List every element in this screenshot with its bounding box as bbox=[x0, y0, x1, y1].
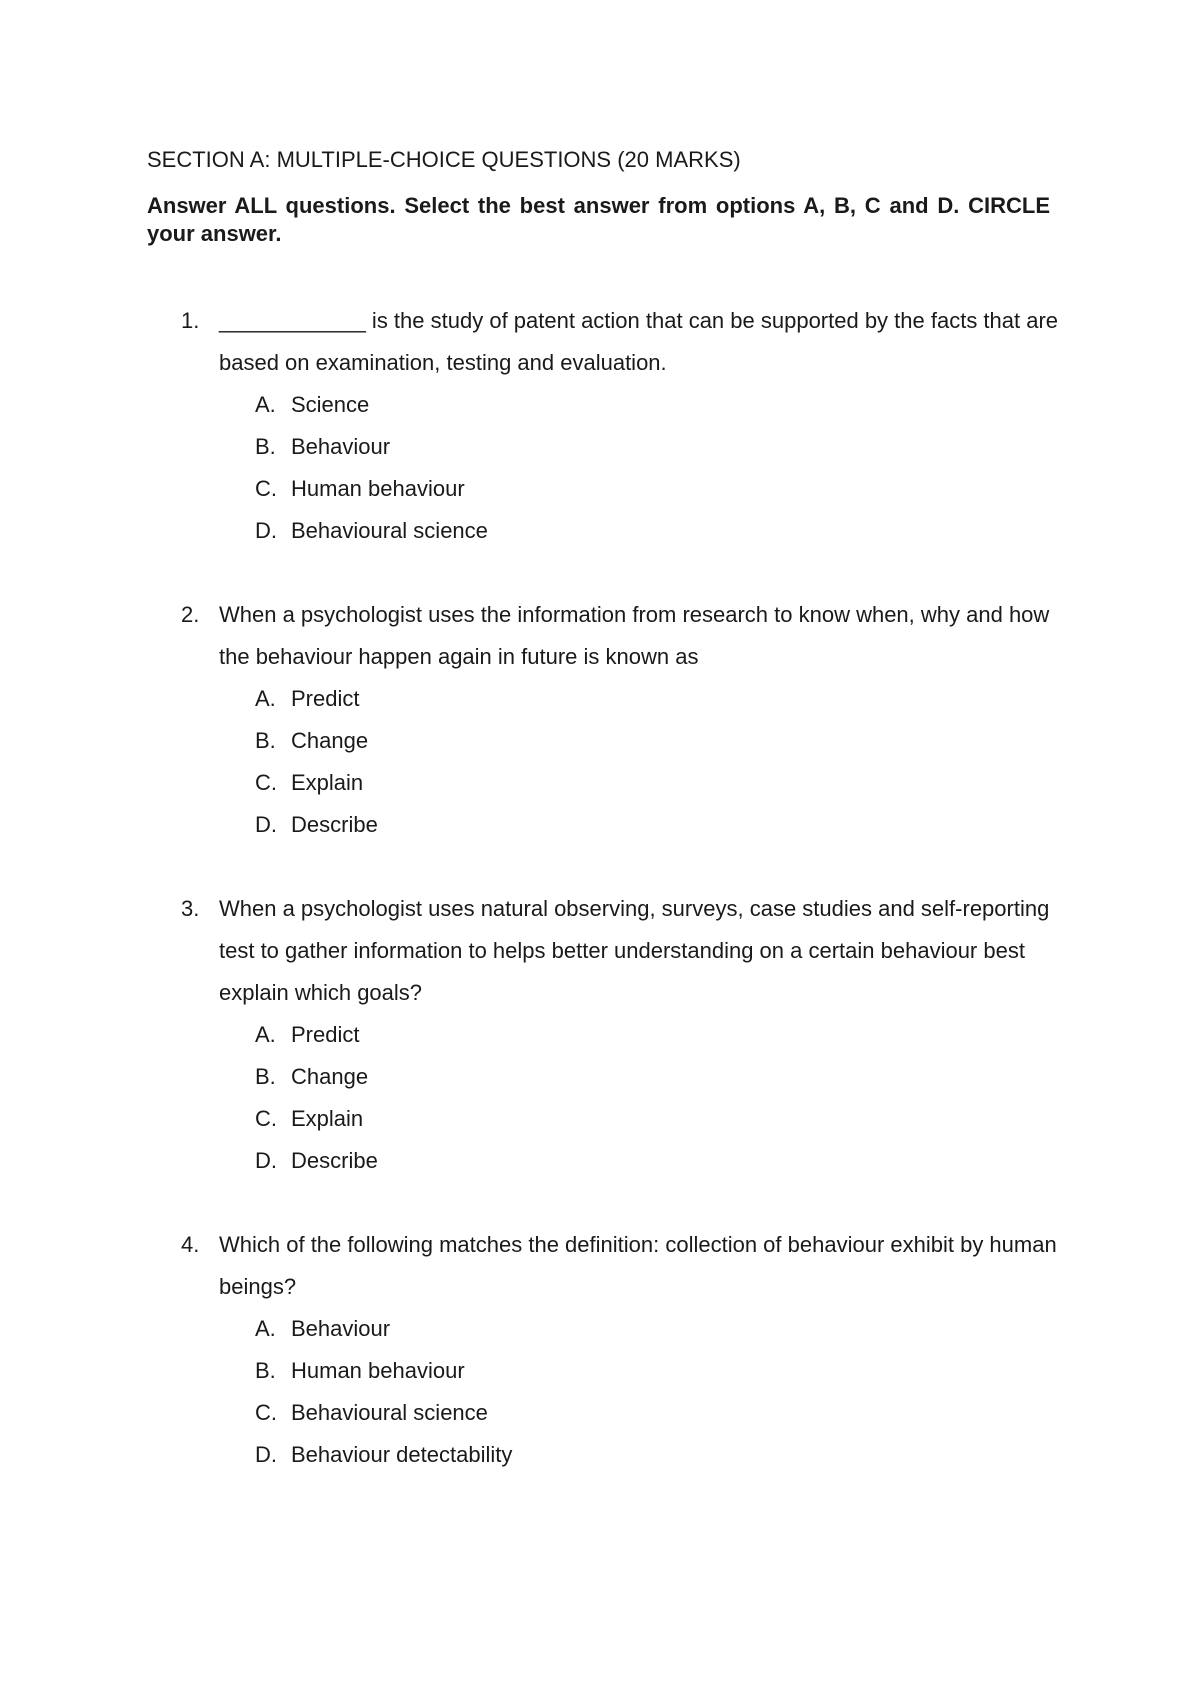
option-letter: D. bbox=[255, 1442, 277, 1467]
option-b[interactable] bbox=[0, 1056, 700, 1098]
option-list bbox=[0, 384, 700, 552]
option-letter: D. bbox=[255, 518, 277, 543]
option-text: Behaviour bbox=[291, 1316, 391, 1341]
option-d[interactable] bbox=[0, 1434, 700, 1476]
option-letter: D. bbox=[255, 812, 277, 837]
question-number: 2. bbox=[181, 602, 200, 627]
option-letter: C. bbox=[255, 1400, 277, 1425]
option-text: Behavioural science bbox=[291, 518, 488, 543]
option-letter: A. bbox=[255, 392, 276, 417]
option-b[interactable] bbox=[0, 1350, 700, 1392]
option-letter: B. bbox=[255, 1358, 276, 1383]
option-letter: D. bbox=[255, 1148, 277, 1173]
option-text: Behaviour bbox=[291, 434, 391, 459]
option-letter: A. bbox=[255, 1022, 276, 1047]
option-letter: A. bbox=[255, 686, 276, 711]
option-c[interactable] bbox=[0, 468, 700, 510]
instructions: Answer ALL questions. Select the best answer from options A, B, C and D. CIRCLE your answer. bbox=[147, 193, 1050, 246]
option-list bbox=[0, 1308, 700, 1476]
option-text: Explain bbox=[291, 1106, 364, 1131]
option-text: Behaviour detectability bbox=[291, 1442, 513, 1467]
option-c[interactable] bbox=[0, 1098, 700, 1140]
option-list bbox=[0, 1014, 700, 1182]
option-letter: B. bbox=[255, 1064, 276, 1089]
option-letter: C. bbox=[255, 1106, 277, 1131]
option-a[interactable] bbox=[0, 384, 700, 426]
option-text: Predict bbox=[291, 1022, 360, 1047]
question-number: 3. bbox=[181, 896, 200, 921]
option-d[interactable] bbox=[0, 1140, 700, 1182]
option-text: Change bbox=[291, 1064, 369, 1089]
option-c[interactable] bbox=[0, 762, 700, 804]
option-text: Explain bbox=[291, 770, 364, 795]
option-letter: B. bbox=[255, 728, 276, 753]
option-text: Describe bbox=[291, 1148, 378, 1173]
option-letter: C. bbox=[255, 770, 277, 795]
question-number: 4. bbox=[181, 1232, 200, 1257]
option-b[interactable] bbox=[0, 426, 700, 468]
option-c[interactable] bbox=[0, 1392, 700, 1434]
option-list bbox=[0, 678, 700, 846]
option-d[interactable] bbox=[0, 510, 700, 552]
question-text: When a psychologist uses the information from research to know when, why and how the behaviour happen again in future is known as bbox=[219, 602, 1050, 669]
question-number: 1. bbox=[181, 308, 200, 333]
option-a[interactable] bbox=[0, 678, 700, 720]
option-text: Human behaviour bbox=[291, 1358, 465, 1383]
option-letter: A. bbox=[255, 1316, 276, 1341]
option-text: Predict bbox=[291, 686, 360, 711]
option-letter: B. bbox=[255, 434, 276, 459]
option-text: Behavioural science bbox=[291, 1400, 488, 1425]
question-text: Which of the following matches the definition: collection of behaviour exhibit by human beings? bbox=[219, 1232, 1057, 1299]
question-text: ____________ is the study of patent action that can be supported by the facts that are based on examination, testing and evaluation. bbox=[219, 308, 1059, 375]
option-text: Describe bbox=[291, 812, 378, 837]
option-a[interactable] bbox=[0, 1308, 700, 1350]
option-a[interactable] bbox=[0, 1014, 700, 1056]
option-b[interactable] bbox=[0, 720, 700, 762]
option-text: Science bbox=[291, 392, 370, 417]
option-text: Change bbox=[291, 728, 369, 753]
section-heading: SECTION A: MULTIPLE-CHOICE QUESTIONS (20 MARKS) bbox=[147, 147, 741, 172]
option-letter: C. bbox=[255, 476, 277, 501]
option-text: Human behaviour bbox=[291, 476, 465, 501]
question-text: When a psychologist uses natural observing, surveys, case studies and self-reporting test to gather information to helps better understanding on a certain behaviour best explain which goals? bbox=[219, 896, 1050, 1005]
option-d[interactable] bbox=[0, 804, 700, 846]
